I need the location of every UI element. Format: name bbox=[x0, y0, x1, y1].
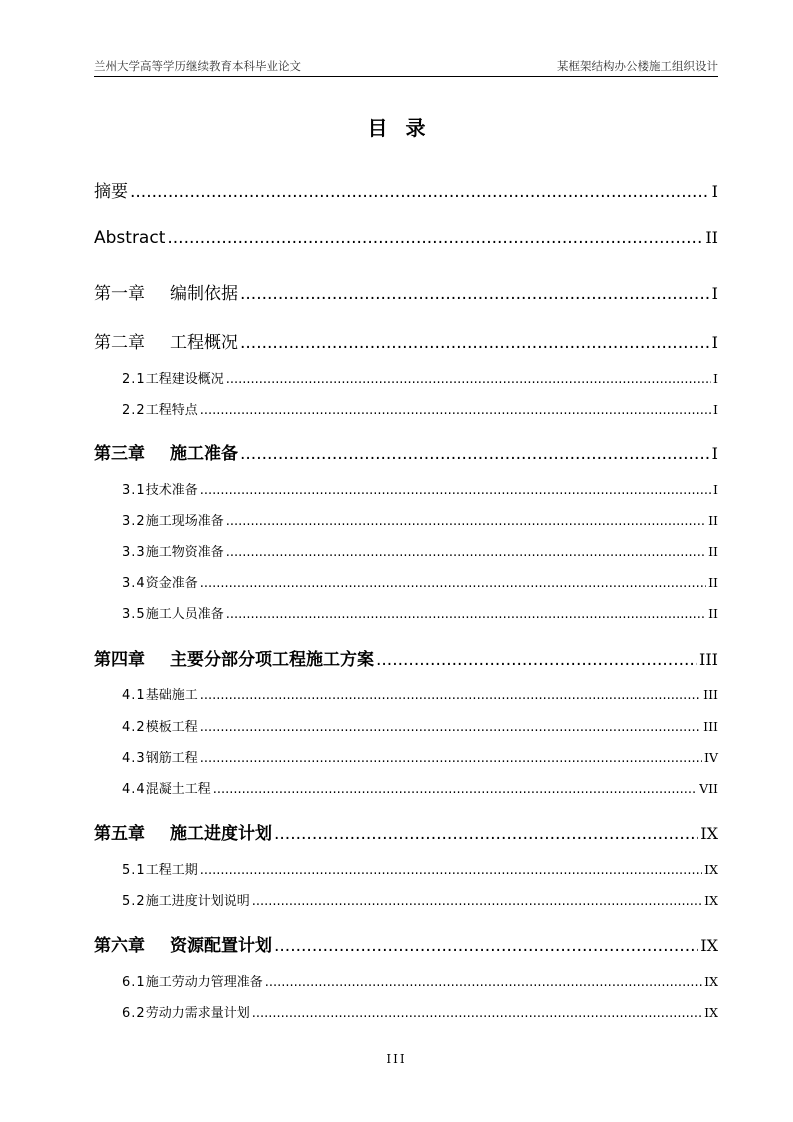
toc-page-number: II bbox=[708, 575, 718, 590]
toc-page-number: IV bbox=[704, 750, 718, 765]
toc-chapter-label: 第一章 bbox=[94, 284, 145, 304]
toc-entry-text: 施工物资准备 bbox=[145, 545, 224, 560]
toc-section-number: 4.2 bbox=[122, 720, 146, 735]
toc-dot-leader bbox=[226, 607, 706, 622]
toc-page-number: IX bbox=[700, 936, 718, 955]
toc-subentry[interactable] bbox=[122, 510, 718, 529]
toc-dot-leader bbox=[240, 444, 710, 464]
toc-entry-text: 技术准备 bbox=[145, 483, 198, 498]
toc-entry-text: 资金准备 bbox=[145, 576, 198, 591]
toc-entry[interactable] bbox=[94, 931, 718, 956]
toc-page-number: IX bbox=[704, 893, 718, 908]
toc-entry[interactable] bbox=[94, 819, 718, 844]
toc-chapter-label: 第五章 bbox=[94, 824, 145, 844]
toc-entry[interactable] bbox=[94, 328, 718, 353]
toc-entry[interactable] bbox=[94, 279, 718, 304]
toc-dot-leader bbox=[200, 403, 711, 418]
toc-entry[interactable] bbox=[94, 439, 718, 464]
toc-dot-leader bbox=[130, 182, 710, 202]
toc-page-number: II bbox=[708, 544, 718, 559]
toc-chapter-label: 第二章 bbox=[94, 333, 145, 353]
toc-page-number: III bbox=[699, 650, 718, 669]
toc-entry-text: 施工准备 bbox=[170, 444, 238, 464]
toc-entry-text: 施工人员准备 bbox=[145, 607, 224, 622]
toc-page-number: I bbox=[711, 444, 718, 463]
toc-page-number: IX bbox=[704, 1005, 718, 1020]
toc-entry-text: 工程工期 bbox=[145, 863, 198, 878]
toc-dot-leader bbox=[200, 720, 701, 735]
toc-entry-text: 工程特点 bbox=[145, 403, 198, 418]
toc-page-number: I bbox=[711, 333, 718, 352]
toc-dot-leader bbox=[376, 650, 697, 670]
toc-section-number: 3.1 bbox=[122, 483, 146, 498]
toc-dot-leader bbox=[252, 894, 702, 909]
toc-dot-leader bbox=[200, 576, 706, 591]
toc-entry-text: 施工进度计划 bbox=[170, 824, 272, 844]
toc-subentry[interactable] bbox=[122, 859, 718, 878]
toc-section-number: 4.1 bbox=[122, 688, 146, 703]
toc-page-number: I bbox=[711, 284, 718, 303]
toc-chapter-label: 第四章 bbox=[94, 650, 145, 670]
toc-page-number: I bbox=[713, 402, 718, 417]
toc-section-number: 5.2 bbox=[122, 894, 146, 909]
header-right-text: 某框架结构办公楼施工组织设计 bbox=[557, 59, 718, 73]
toc-entry-text: 工程建设概况 bbox=[145, 372, 224, 387]
toc-dot-leader bbox=[226, 514, 706, 529]
toc-entry-text: 钢筋工程 bbox=[145, 751, 198, 766]
toc-subentry[interactable] bbox=[122, 716, 718, 735]
toc-entry-text: 编制依据 bbox=[170, 284, 238, 304]
toc-section-number: 3.5 bbox=[122, 607, 146, 622]
toc-dot-leader bbox=[274, 824, 698, 844]
toc-subentry[interactable] bbox=[122, 971, 718, 990]
toc-entry-text: 主要分部分项工程施工方案 bbox=[170, 650, 374, 670]
toc-subentry[interactable] bbox=[122, 778, 718, 797]
toc-dot-leader bbox=[240, 333, 710, 353]
toc-page-number: II bbox=[708, 513, 718, 528]
toc-subentry[interactable] bbox=[122, 1002, 718, 1021]
toc-dot-leader bbox=[213, 782, 697, 797]
toc-section-number: 3.2 bbox=[122, 514, 146, 529]
toc-entry-text: 模板工程 bbox=[145, 720, 198, 735]
toc-dot-leader bbox=[200, 751, 702, 766]
toc-dot-leader bbox=[200, 863, 702, 878]
header-left-text: 兰州大学高等学历继续教育本科毕业论文 bbox=[94, 59, 301, 73]
toc-page-number: III bbox=[703, 719, 718, 734]
toc-page-number: VII bbox=[699, 781, 718, 796]
toc-entry-text: 工程概况 bbox=[170, 333, 238, 353]
toc-page-number: I bbox=[713, 482, 718, 497]
toc-dot-leader bbox=[226, 372, 711, 387]
toc-section-number: 2.2 bbox=[122, 403, 146, 418]
toc-entry[interactable] bbox=[94, 228, 718, 248]
toc-dot-leader bbox=[265, 975, 702, 990]
toc-dot-leader bbox=[252, 1006, 702, 1021]
toc-entry[interactable] bbox=[94, 177, 718, 202]
toc-entry-text: Abstract bbox=[94, 228, 166, 248]
toc-page-number: II bbox=[708, 606, 718, 621]
toc-title: 目录 bbox=[367, 116, 444, 140]
toc-section-number: 3.4 bbox=[122, 576, 146, 591]
page-footer-number: III bbox=[386, 1052, 407, 1066]
toc-entry-text: 基础施工 bbox=[145, 688, 198, 703]
toc-subentry[interactable] bbox=[122, 541, 718, 560]
toc-page-number: IX bbox=[700, 824, 718, 843]
toc-dot-leader bbox=[240, 284, 710, 304]
toc-section-number: 4.4 bbox=[122, 782, 146, 797]
toc-page-number: I bbox=[711, 182, 718, 201]
toc-section-number: 6.1 bbox=[122, 975, 146, 990]
toc-entry-text: 摘要 bbox=[94, 182, 128, 202]
toc-dot-leader bbox=[226, 545, 706, 560]
toc-page-number: IX bbox=[704, 862, 718, 877]
toc-dot-leader bbox=[200, 483, 711, 498]
toc-chapter-label: 第六章 bbox=[94, 936, 145, 956]
toc-section-number: 2.1 bbox=[122, 372, 146, 387]
toc-chapter-label: 第三章 bbox=[94, 444, 145, 464]
toc-page-number: II bbox=[705, 228, 718, 247]
toc-section-number: 4.3 bbox=[122, 751, 146, 766]
toc-subentry[interactable] bbox=[122, 603, 718, 622]
toc-entry-text: 施工劳动力管理准备 bbox=[145, 975, 263, 990]
toc-page-number: I bbox=[713, 371, 718, 386]
toc-subentry[interactable] bbox=[122, 399, 718, 418]
toc-dot-leader bbox=[200, 688, 701, 703]
toc-section-number: 5.1 bbox=[122, 863, 146, 878]
toc-entry-text: 施工进度计划说明 bbox=[145, 894, 250, 909]
toc-entry-text: 混凝土工程 bbox=[145, 782, 211, 797]
toc-subentry[interactable] bbox=[122, 684, 718, 703]
toc-page-number: III bbox=[703, 687, 718, 702]
toc-entry[interactable] bbox=[94, 645, 718, 670]
toc-subentry[interactable] bbox=[122, 368, 718, 387]
toc-subentry[interactable] bbox=[122, 747, 718, 766]
page-header bbox=[94, 58, 718, 77]
toc-entry-text: 劳动力需求量计划 bbox=[145, 1006, 250, 1021]
toc-section-number: 3.3 bbox=[122, 545, 146, 560]
toc-page-number: IX bbox=[704, 974, 718, 989]
toc-dot-leader bbox=[274, 936, 698, 956]
toc-section-number: 6.2 bbox=[122, 1006, 146, 1021]
toc-entry-text: 资源配置计划 bbox=[170, 936, 272, 956]
toc-subentry[interactable] bbox=[122, 572, 718, 591]
toc-entry-text: 施工现场准备 bbox=[145, 514, 224, 529]
toc-subentry[interactable] bbox=[122, 890, 718, 909]
toc-dot-leader bbox=[167, 228, 703, 248]
toc-subentry[interactable] bbox=[122, 479, 718, 498]
